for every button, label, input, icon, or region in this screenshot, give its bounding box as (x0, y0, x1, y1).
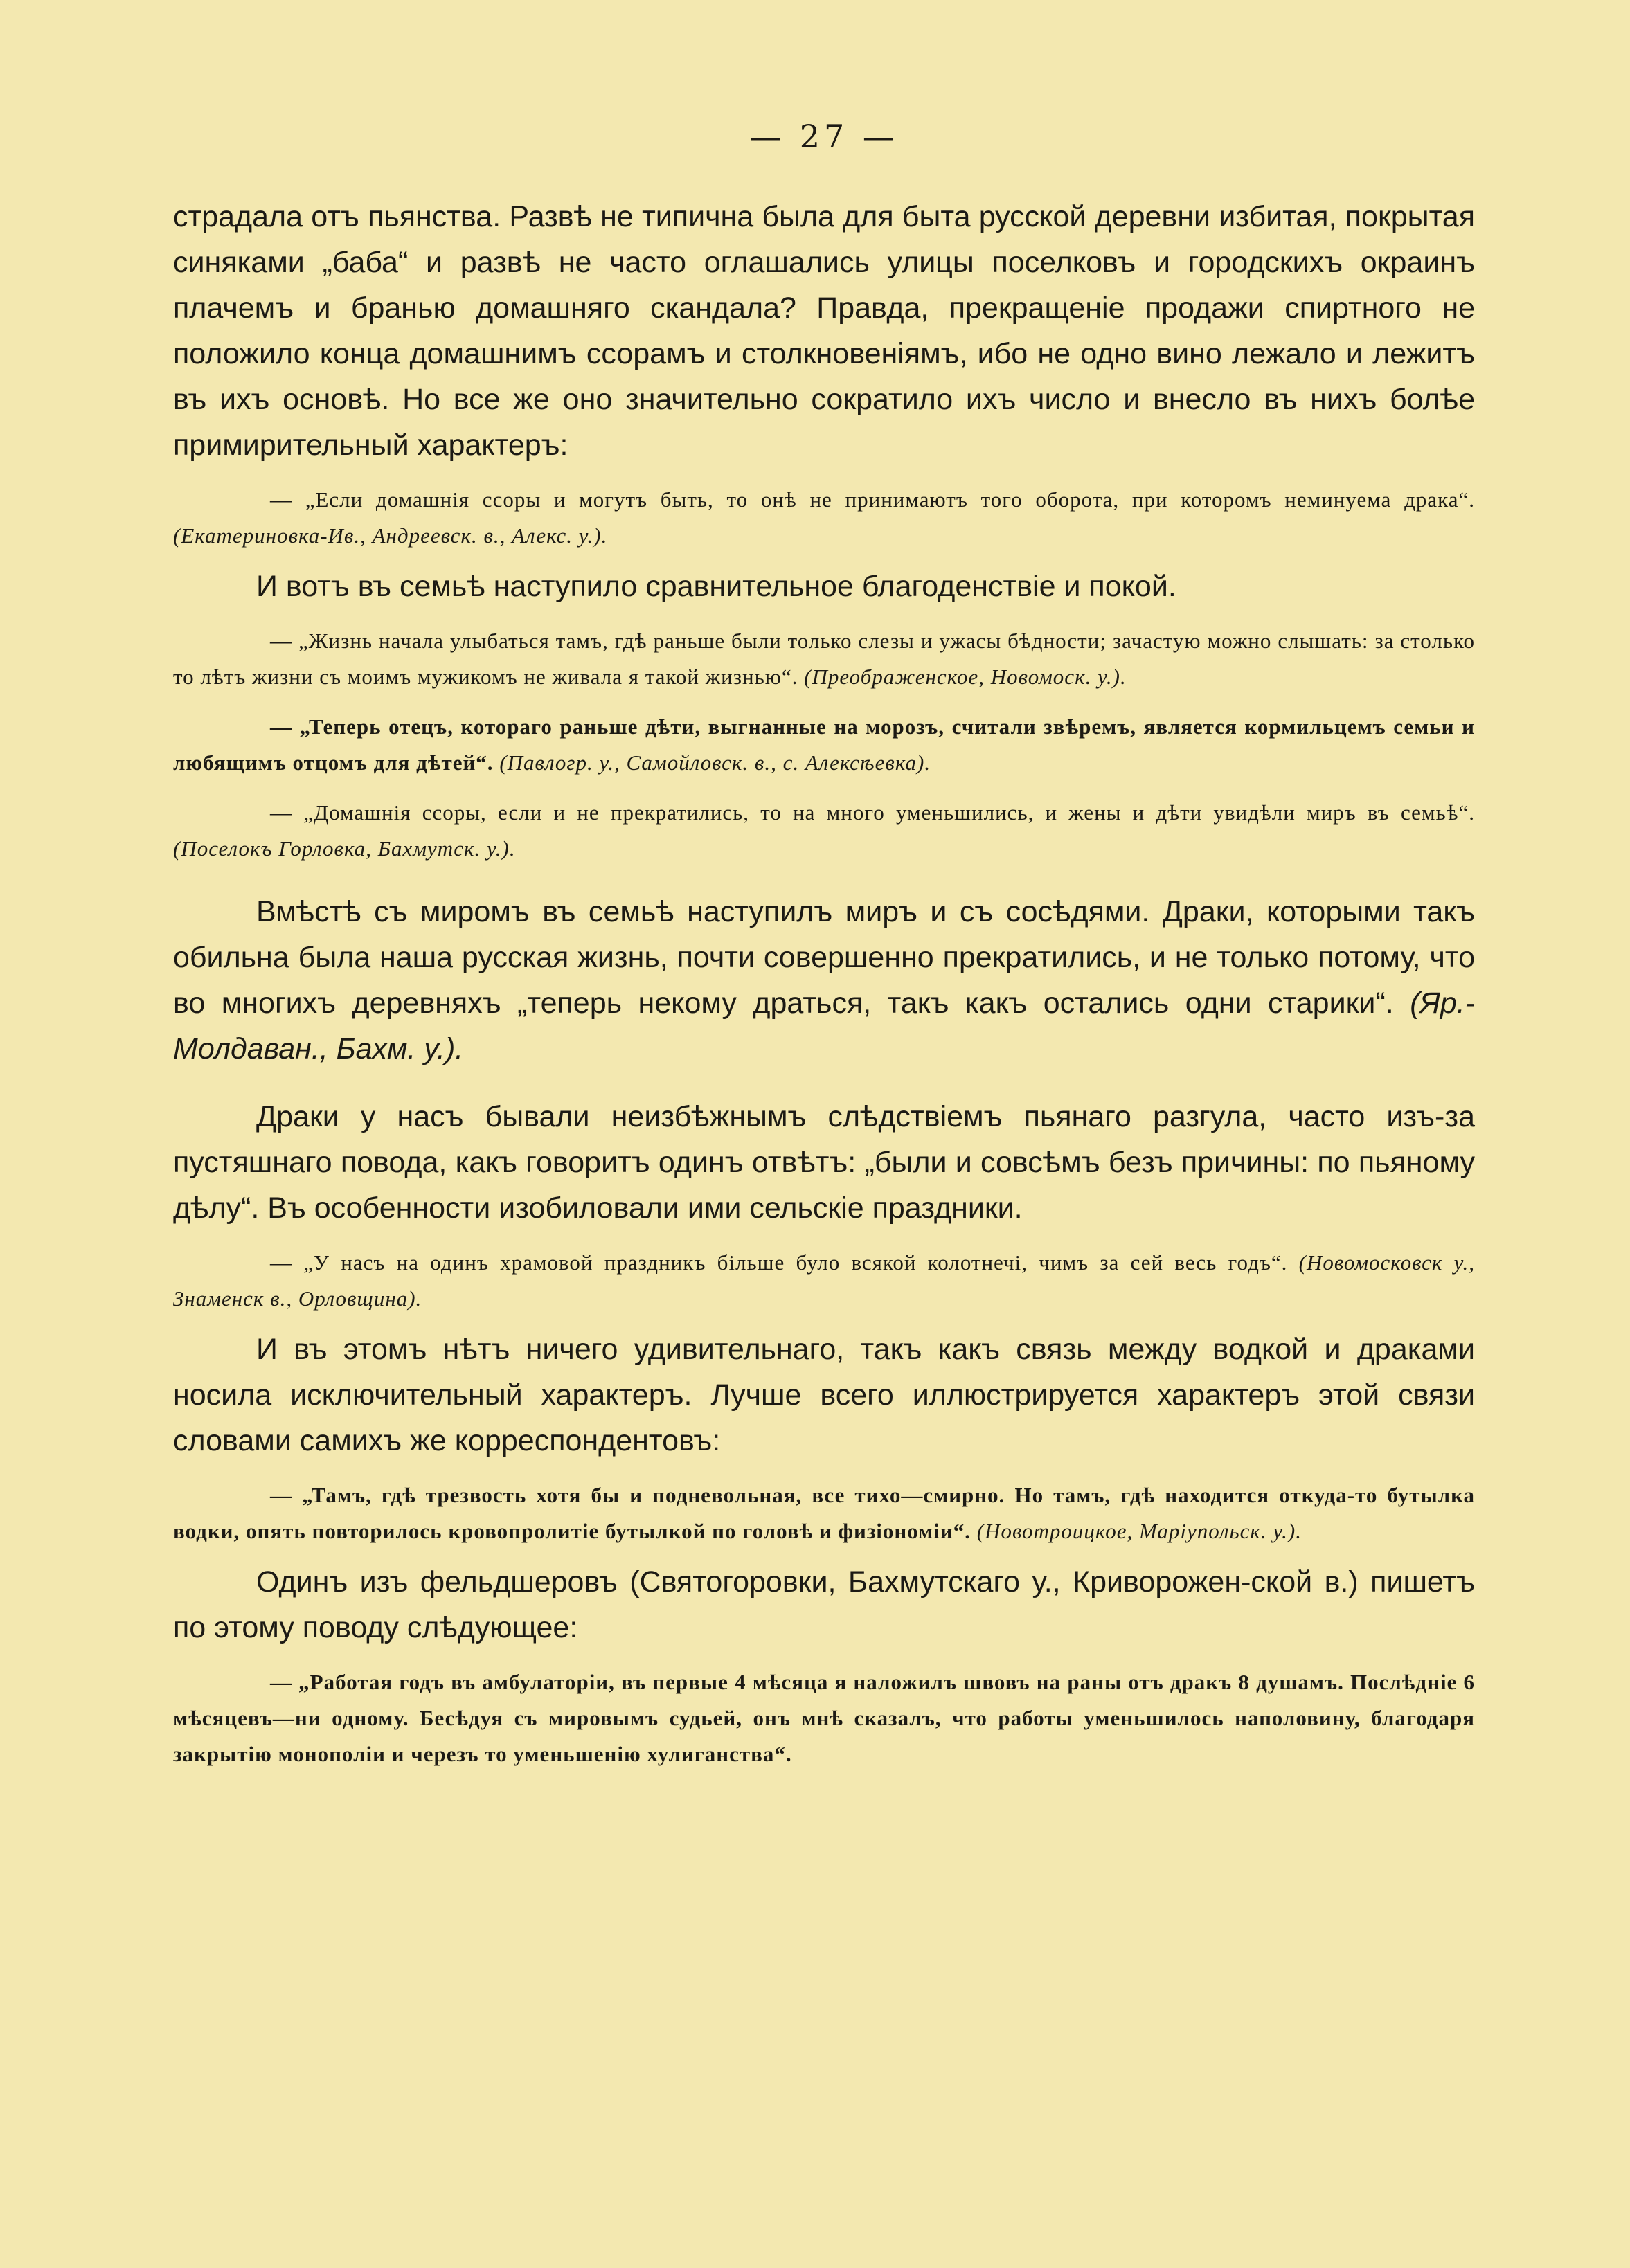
paragraph-drunkenness: страдала отъ пьянства. Развѣ не типична была для быта русской деревни избитая, покрытая синяками „баба“ и развѣ не часто оглашались улицы поселковъ и городскихъ окраинъ плачемъ и бранью домашняго скандала? Правда, прекращеніе продажи спиртного не положило конца домашнимъ ссорамъ и столкновеніямъ, ибо не одно вино лежало и лежитъ въ ихъ основѣ. Но все же оно значительно сократило ихъ число и внесло въ нихъ болѣе примирительный характеръ: (173, 200, 1475, 462)
quote-gorlovka: — „Домашнія ссоры, если и не прекратились, то на много уменьшились, и жены и дѣти увидѣли миръ въ семьѣ“. (Поселокъ Горловка, Бахмутск. у.). (173, 800, 1475, 861)
quote-novomoskovsk: — „У насъ на одинъ храмовой праздникъ більше було всякой колотнечі, чимъ за сей весь годъ“. (Новомосковск у., Знаменск в., Орловщина). (173, 1250, 1475, 1311)
citation: (Преображенское, Новомоск. у.). (804, 665, 1127, 689)
paragraph-neighbors: Вмѣстѣ съ миромъ въ семьѣ наступилъ миръ и съ сосѣдями. Драки, которыми такъ обильна была наша русская жизнь, почти совершенно прекратились, и не только потому, что во многихъ деревняхъ „теперь некому драться, такъ какъ остались одни старики“. (Яр.-Молдаван., Бахм. у.). (173, 895, 1475, 1065)
paragraph-feldsher: Одинъ изъ фельдшеровъ (Святогоровки, Бахмутскаго у., Криворожен-ской в.) пишетъ по этому поводу слѣдующее: (173, 1565, 1475, 1644)
paragraph-fights: Драки у насъ бывали неизбѣжнымъ слѣдствіемъ пьянаго разгула, часто изъ-за пустяшнаго повода, какъ говоритъ одинъ отвѣтъ: „были и совсѣмъ безъ причины: по пьяному дѣлу“. Въ особенности изобиловали ими сельскіе праздники. (173, 1100, 1475, 1225)
quote-preobrazhenskoe: — „Жизнь начала улыбаться тамъ, гдѣ раньше были только слезы и ужасы бѣдности; зачастую можно слышать: за столько то лѣтъ жизни съ моимъ мужикомъ не живала я такой жизнью“. (Преображенское, Новомоск. у.). (173, 629, 1475, 689)
page-number: — 27 — (749, 118, 899, 155)
document-page (173, 118, 1475, 1782)
citation: (Екатериновка-Ив., Андреевск. в., Алекс. у.). (173, 523, 608, 548)
quote-pavlograd: — „Теперь отецъ, котораго раньше дѣти, выгнанные на морозъ, считали звѣремъ, является кормильцемъ семьи и любящимъ отцомъ для дѣтей“. (Павлогр. у., Самойловск. в., с. Алексѣевка). (173, 714, 1475, 775)
quote-novotroitskoe: — „Тамъ, гдѣ трезвость хотя бы и подневольная, все тихо—смирно. Но тамъ, гдѣ находится откуда-то бутылка водки, опять повторилось кровопролитіе бутылкой по головѣ и физіономіи“. (Новотроицкое, Маріупольск. у.). (173, 1483, 1475, 1543)
citation: (Поселокъ Горловка, Бахмутск. у.). (173, 836, 516, 861)
paragraph-prosperity: И вотъ въ семьѣ наступило сравнительное благоденствіе и покой. (256, 570, 1176, 603)
citation: (Павлогр. у., Самойловск. в., с. Алексѣевка). (499, 750, 931, 775)
quote-ambulatory: — „Работая годъ въ амбулаторіи, въ первые 4 мѣсяца я наложилъ швовъ на раны отъ дракъ 8 душамъ. Послѣдніе 6 мѣсяцевъ—ни одному. Бесѣдуя съ мировымъ судьей, онъ мнѣ сказалъ, что работы уменьшилось наполовину, благодаря закрытію монополіи и черезъ то уменьшенію хулиганства“. (173, 1670, 1475, 1766)
paragraph-vodka-connection: И въ этомъ нѣтъ ничего удивительнаго, такъ какъ связь между водкой и драками носила исключительный характеръ. Лучше всего иллюстрируется характеръ этой связи словами самихъ же корреспондентовъ: (173, 1333, 1475, 1457)
citation: (Новомосковск у., Знаменск в., Орловщина). (173, 1250, 1475, 1311)
citation: (Новотроицкое, Маріупольск. у.). (976, 1519, 1302, 1543)
quote-ekaterinovka: — „Если домашнія ссоры и могутъ быть, то онѣ не принимаютъ того оборота, при которомъ неминуема драка“. (Екатериновка-Ив., Андреевск. в., Алекс. у.). (173, 487, 1475, 548)
citation: (Яр.-Молдаван., Бахм. у.). (173, 987, 1475, 1065)
